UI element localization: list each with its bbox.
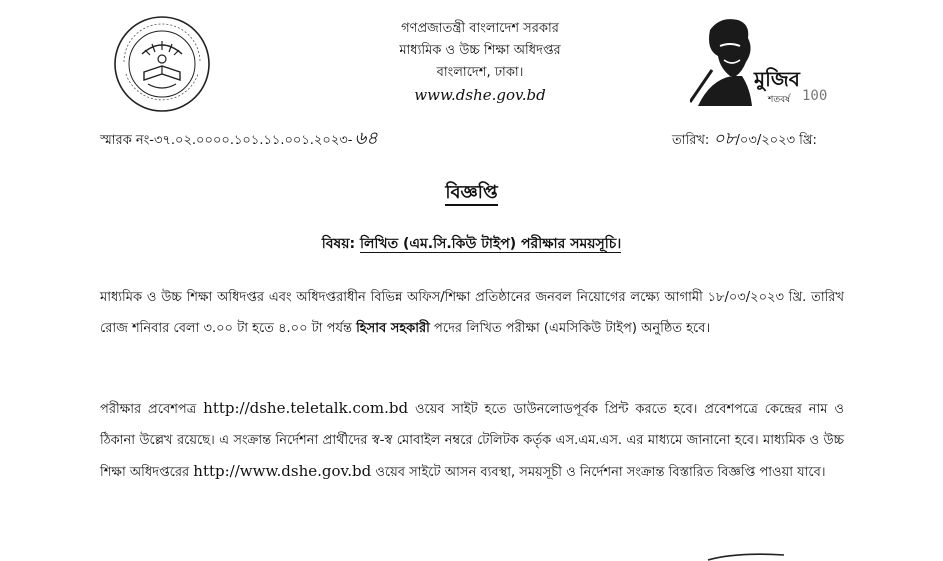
signature-mark	[706, 552, 786, 561]
exam-schedule-paragraph	[100, 282, 844, 344]
para1-text-start: মাধ্যমিক ও উচ্চ শিক্ষা অধিদপ্তর এবং অধিদপ্তরাধীন বিভিন্ন অফিস/শিক্ষা প্রতিষ্ঠানের জনবল নিয়োগের লক্ষ্যে আগামী ১৮/০৩/২০২৩ খ্রি. তারিখ রোজ শনিবার বেলা ৩.০০ টা হতে ৪.০০ টা পর্যন্ত	[100, 290, 844, 336]
office-address: বাংলাদেশ, ঢাকা।	[436, 65, 524, 80]
office-website: www.dshe.gov.bd	[414, 86, 546, 104]
admit-card-paragraph	[100, 393, 844, 488]
post-name-bold: হিসাব সহকারী	[356, 321, 430, 336]
date-rest: /০৩/২০২৩ খ্রি:	[735, 133, 817, 148]
mujib-centenary-logo	[690, 10, 828, 110]
date-label: তারিখ:	[672, 133, 710, 148]
government-name: গণপ্রজাতন্ত্রী বাংলাদেশ সরকার	[401, 21, 559, 36]
logo-shatabarsha-text: শতবর্ষ	[768, 95, 791, 105]
logo-100-text: 100	[802, 88, 828, 104]
notice-heading	[0, 178, 943, 209]
subject-label: বিষয়:	[321, 236, 356, 252]
teletalk-url-link[interactable]: http://dshe.teletalk.com.bd	[203, 399, 409, 417]
memo-handwritten-number: ৬৪	[354, 128, 378, 149]
directorate-name: মাধ্যমিক ও উচ্চ শিক্ষা অধিদপ্তর	[399, 43, 561, 58]
memo-prefix: স্মারক নং-৩৭.০২.০০০০.১০১.১১.০০১.২০২৩-	[100, 133, 353, 148]
para2-text-start: পরীক্ষার প্রবেশপত্র	[100, 402, 197, 417]
office-header	[320, 18, 640, 106]
dshe-website-link[interactable]: http://www.dshe.gov.bd	[193, 462, 372, 480]
notice-subject	[0, 232, 943, 256]
notice-title-text: বিজ্ঞপ্তি	[445, 182, 497, 206]
logo-mujib-text: মুজিব	[754, 67, 800, 91]
dshe-seal-logo	[112, 14, 212, 114]
notice-date	[672, 126, 817, 154]
date-handwritten-day: ০৮	[713, 129, 736, 149]
memo-number	[100, 126, 378, 154]
subject-text: লিখিত (এম.সি.কিউ টাইপ) পরীক্ষার সময়সূচি।	[359, 236, 622, 252]
para2-text-middle: ওয়েব সাইট হতে ডাউনলোডপূর্বক প্রিন্ট করতে হবে। প্রবেশপত্রে কেন্দ্রের নাম ও ঠিকানা উল্লেখ রয়েছে। এ সংক্রান্ত নির্দেশনা প্রার্থীদের স্ব-স্ব মোবাইল নম্বরে টেলিটক কর্তৃক এস.এম.এস. এর মাধ্যমে জানানো হবে। মাধ্যমিক ও উচ্চ শিক্ষা অধিদপ্তরের	[100, 402, 844, 480]
para2-text-end: ওয়েব সাইটে আসন ব্যবস্থা, সময়সূচী ও নির্দেশনা সংক্রান্ত বিস্তারিত বিজ্ঞপ্তি পাওয়া যাবে।	[375, 465, 826, 480]
para1-text-end: পদের লিখিত পরীক্ষা (এমসিকিউ টাইপ) অনুষ্ঠিত হবে।	[434, 321, 711, 336]
